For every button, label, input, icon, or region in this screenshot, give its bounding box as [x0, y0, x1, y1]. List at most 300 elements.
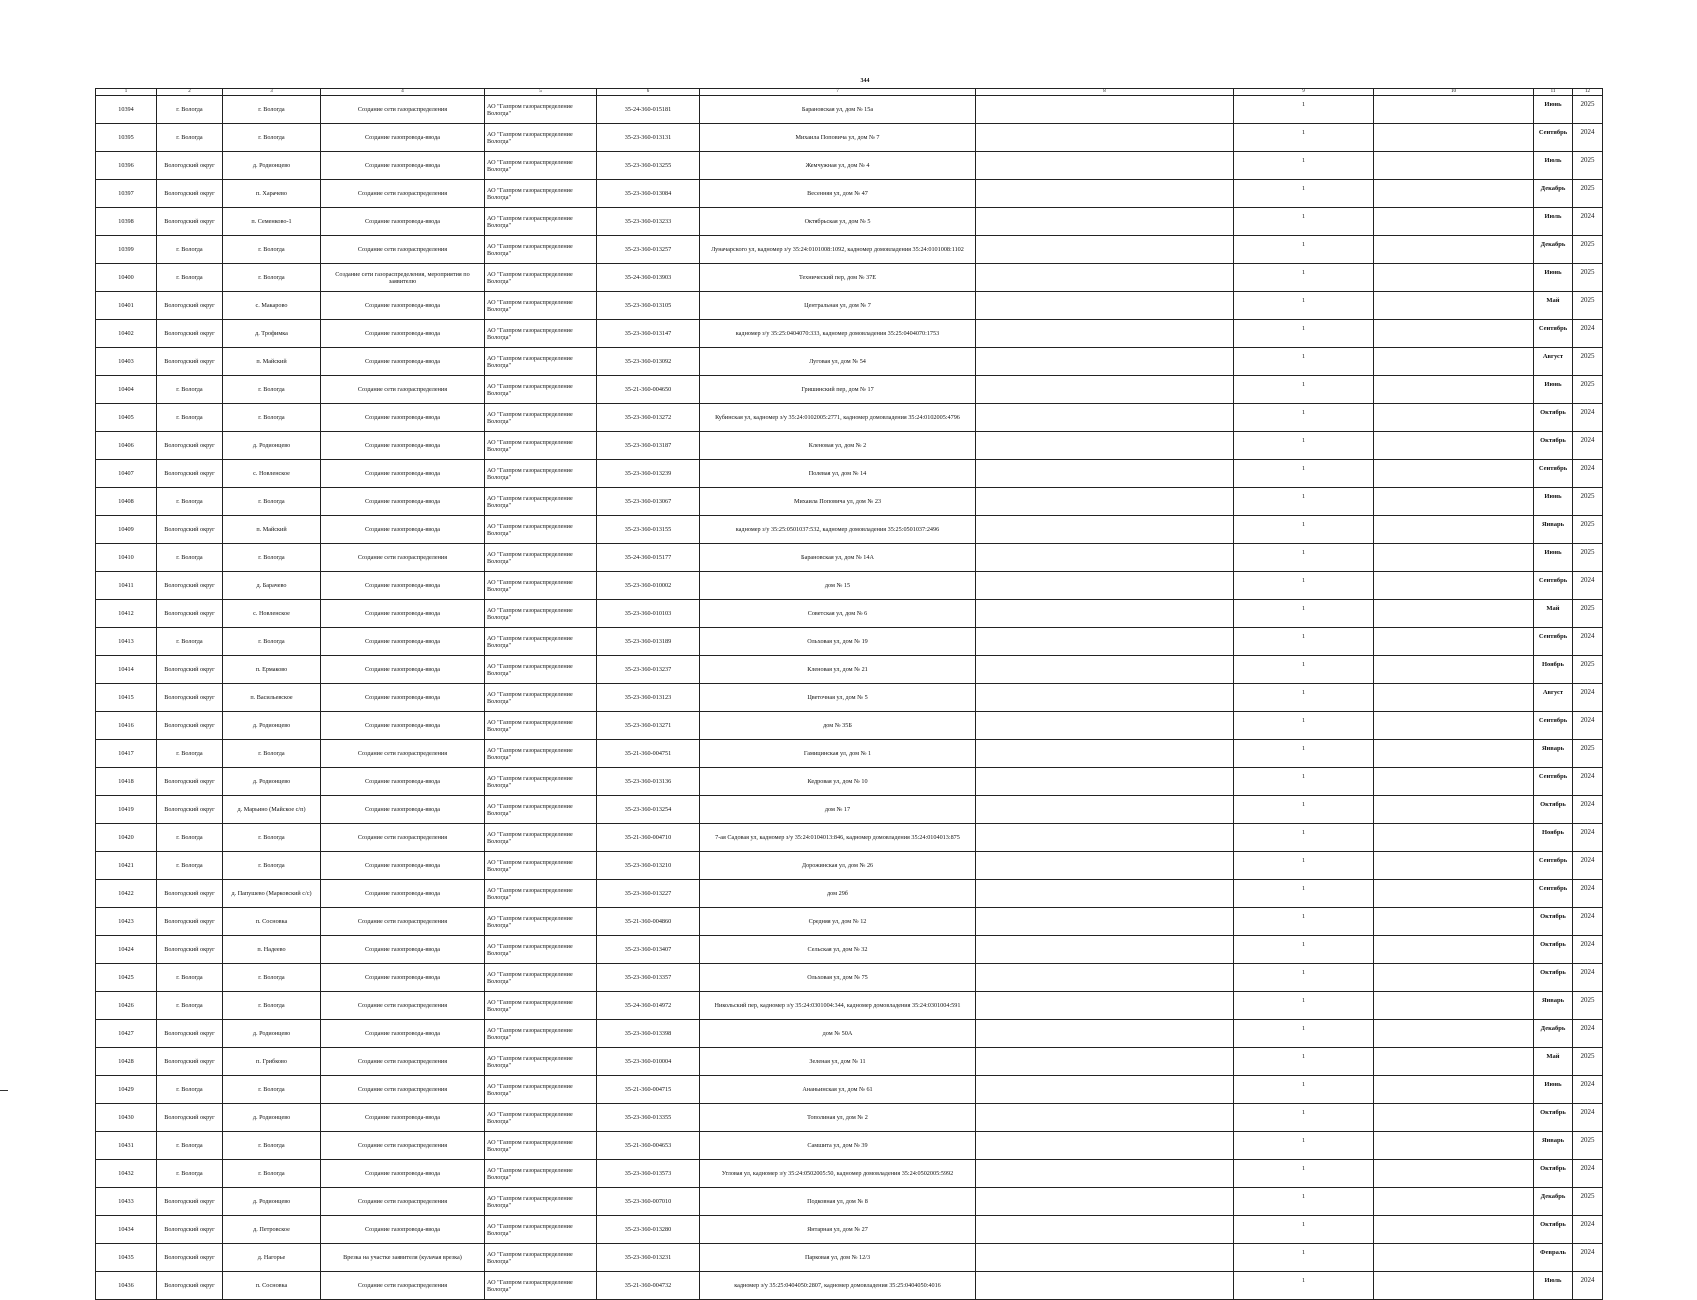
organization-cell: АО "Газпром газораспределение Вологда" [485, 1160, 597, 1188]
work-type-cell: Создание сети газораспределения [321, 1076, 485, 1104]
organization-cell: АО "Газпром газораспределение Вологда" [485, 740, 597, 768]
organization-cell: АО "Газпром газораспределение Вологда" [485, 600, 597, 628]
empty-cell [976, 1020, 1234, 1048]
year-cell: 2024 [1573, 1160, 1603, 1188]
district-cell: Вологодский округ [157, 1216, 223, 1244]
empty-cell [976, 992, 1234, 1020]
row-number-cell: 10418 [96, 768, 157, 796]
empty-cell [1374, 1132, 1534, 1160]
empty-cell [976, 964, 1234, 992]
column-number: 10 [1374, 89, 1534, 96]
empty-cell [976, 824, 1234, 852]
table-row [96, 1020, 1603, 1048]
empty-cell [1374, 712, 1534, 740]
table-row [96, 544, 1603, 572]
object-code-cell: 35-23-360-013131 [597, 124, 700, 152]
organization-cell: АО "Газпром газораспределение Вологда" [485, 964, 597, 992]
table-row [96, 1132, 1603, 1160]
organization-cell: АО "Газпром газораспределение Вологда" [485, 908, 597, 936]
month-cell: Ноябрь [1534, 824, 1573, 852]
organization-cell: АО "Газпром газораспределение Вологда" [485, 236, 597, 264]
month-cell: Июнь [1534, 544, 1573, 572]
month-cell: Декабрь [1534, 1188, 1573, 1216]
organization-cell: АО "Газпром газораспределение Вологда" [485, 992, 597, 1020]
row-number-cell: 10399 [96, 236, 157, 264]
year-cell: 2024 [1573, 404, 1603, 432]
month-cell: Октябрь [1534, 432, 1573, 460]
district-cell: Вологодский округ [157, 180, 223, 208]
table-row [96, 992, 1603, 1020]
work-type-cell: Создание газопровода-ввода [321, 152, 485, 180]
address-cell: Зеленая ул, дом № 11 [700, 1048, 976, 1076]
locality-cell: д. Родионцево [223, 152, 321, 180]
row-number-cell: 10401 [96, 292, 157, 320]
district-cell: Вологодский округ [157, 656, 223, 684]
month-cell: Октябрь [1534, 796, 1573, 824]
organization-cell: АО "Газпром газораспределение Вологда" [485, 264, 597, 292]
count-cell: 1 [1234, 1160, 1374, 1188]
district-cell: Вологодский округ [157, 1020, 223, 1048]
organization-cell: АО "Газпром газораспределение Вологда" [485, 628, 597, 656]
address-cell: Самшита ул, дом № 39 [700, 1132, 976, 1160]
district-cell: Вологодский округ [157, 348, 223, 376]
organization-cell: АО "Газпром газораспределение Вологда" [485, 572, 597, 600]
district-cell: г. Вологда [157, 544, 223, 572]
empty-cell [1374, 124, 1534, 152]
column-number: 11 [1534, 89, 1573, 96]
address-cell: Кленовая ул, дом № 2 [700, 432, 976, 460]
address-cell: дом № 35Б [700, 712, 976, 740]
address-cell: Октябрьская ул, дом № 5 [700, 208, 976, 236]
address-cell: Жемчужная ул, дом № 4 [700, 152, 976, 180]
row-number-cell: 10431 [96, 1132, 157, 1160]
year-cell: 2025 [1573, 1048, 1603, 1076]
count-cell: 1 [1234, 404, 1374, 432]
column-number: 4 [321, 89, 485, 96]
row-number-cell: 10404 [96, 376, 157, 404]
locality-cell: д. Марьино (Майское с/п) [223, 796, 321, 824]
table-row [96, 348, 1603, 376]
count-cell: 1 [1234, 712, 1374, 740]
object-code-cell: 35-23-360-013136 [597, 768, 700, 796]
empty-cell [976, 908, 1234, 936]
table-row [96, 712, 1603, 740]
table-row [96, 1048, 1603, 1076]
work-type-cell: Создание газопровода-ввода [321, 1160, 485, 1188]
year-cell: 2024 [1573, 460, 1603, 488]
row-number-cell: 10420 [96, 824, 157, 852]
count-cell: 1 [1234, 1020, 1374, 1048]
empty-cell [1374, 992, 1534, 1020]
empty-cell [1374, 880, 1534, 908]
address-cell: Угловая ул, кадномер з/у 35:24:0502005:50, кадномер домовладения 35:24:0502005:5992 [700, 1160, 976, 1188]
year-cell: 2025 [1573, 488, 1603, 516]
object-code-cell: 35-23-360-013187 [597, 432, 700, 460]
table-row [96, 208, 1603, 236]
month-cell: Июнь [1534, 96, 1573, 124]
table-row [96, 124, 1603, 152]
organization-cell: АО "Газпром газораспределение Вологда" [485, 880, 597, 908]
district-cell: г. Вологда [157, 488, 223, 516]
locality-cell: д. Нагорье [223, 1244, 321, 1272]
table-row [96, 1104, 1603, 1132]
district-cell: г. Вологда [157, 96, 223, 124]
year-cell: 2024 [1573, 1020, 1603, 1048]
year-cell: 2024 [1573, 1076, 1603, 1104]
locality-cell: г. Вологда [223, 992, 321, 1020]
empty-cell [976, 572, 1234, 600]
district-cell: Вологодский округ [157, 1048, 223, 1076]
table-row [96, 320, 1603, 348]
month-cell: Июль [1534, 152, 1573, 180]
count-cell: 1 [1234, 796, 1374, 824]
empty-cell [976, 656, 1234, 684]
month-cell: Август [1534, 684, 1573, 712]
column-number: 5 [485, 89, 597, 96]
locality-cell: г. Вологда [223, 740, 321, 768]
empty-cell [1374, 516, 1534, 544]
work-type-cell: Создание газопровода-ввода [321, 656, 485, 684]
object-code-cell: 35-21-360-004710 [597, 824, 700, 852]
work-type-cell: Создание сети газораспределения [321, 740, 485, 768]
count-cell: 1 [1234, 740, 1374, 768]
organization-cell: АО "Газпром газораспределение Вологда" [485, 1104, 597, 1132]
row-number-cell: 10405 [96, 404, 157, 432]
object-code-cell: 35-21-360-004751 [597, 740, 700, 768]
row-number-cell: 10421 [96, 852, 157, 880]
month-cell: Май [1534, 600, 1573, 628]
year-cell: 2024 [1573, 824, 1603, 852]
row-number-cell: 10406 [96, 432, 157, 460]
address-cell: Барановская ул, дом № 14А [700, 544, 976, 572]
locality-cell: д. Родионцево [223, 1104, 321, 1132]
empty-cell [1374, 1076, 1534, 1104]
year-cell: 2025 [1573, 1188, 1603, 1216]
district-cell: Вологодский округ [157, 600, 223, 628]
column-number-row [96, 89, 1603, 96]
organization-cell: АО "Газпром газораспределение Вологда" [485, 432, 597, 460]
row-number-cell: 10408 [96, 488, 157, 516]
year-cell: 2025 [1573, 516, 1603, 544]
work-type-cell: Создание газопровода-ввода [321, 796, 485, 824]
empty-cell [976, 880, 1234, 908]
empty-cell [1374, 320, 1534, 348]
work-type-cell: Создание газопровода-ввода [321, 600, 485, 628]
table-row [96, 264, 1603, 292]
count-cell: 1 [1234, 1188, 1374, 1216]
locality-cell: г. Вологда [223, 544, 321, 572]
address-cell: Парковая ул, дом № 12/3 [700, 1244, 976, 1272]
empty-cell [976, 1216, 1234, 1244]
row-number-cell: 10429 [96, 1076, 157, 1104]
empty-cell [976, 1132, 1234, 1160]
year-cell: 2024 [1573, 964, 1603, 992]
year-cell: 2025 [1573, 600, 1603, 628]
work-type-cell: Создание газопровода-ввода [321, 348, 485, 376]
locality-cell: г. Вологда [223, 1160, 321, 1188]
empty-cell [1374, 1216, 1534, 1244]
year-cell: 2025 [1573, 1132, 1603, 1160]
count-cell: 1 [1234, 908, 1374, 936]
row-number-cell: 10427 [96, 1020, 157, 1048]
count-cell: 1 [1234, 208, 1374, 236]
work-type-cell: Создание газопровода-ввода [321, 1216, 485, 1244]
organization-cell: АО "Газпром газораспределение Вологда" [485, 1048, 597, 1076]
district-cell: Вологодский округ [157, 292, 223, 320]
empty-cell [976, 936, 1234, 964]
organization-cell: АО "Газпром газораспределение Вологда" [485, 656, 597, 684]
empty-cell [1374, 208, 1534, 236]
column-number: 9 [1234, 89, 1374, 96]
table-row [96, 292, 1603, 320]
address-cell: Янтарная ул, дом № 27 [700, 1216, 976, 1244]
count-cell: 1 [1234, 320, 1374, 348]
row-number-cell: 10409 [96, 516, 157, 544]
organization-cell: АО "Газпром газораспределение Вологда" [485, 712, 597, 740]
count-cell: 1 [1234, 600, 1374, 628]
count-cell: 1 [1234, 544, 1374, 572]
work-type-cell: Создание газопровода-ввода [321, 964, 485, 992]
row-number-cell: 10407 [96, 460, 157, 488]
year-cell: 2024 [1573, 208, 1603, 236]
table-row [96, 1272, 1603, 1300]
district-cell: г. Вологда [157, 964, 223, 992]
object-code-cell: 35-23-360-013255 [597, 152, 700, 180]
address-cell: Луначарского ул, кадномер з/у 35:24:0101008:1092, кадномер домовладения 35:24:0101008:1102 [700, 236, 976, 264]
locality-cell: г. Вологда [223, 488, 321, 516]
empty-cell [976, 516, 1234, 544]
locality-cell: г. Вологда [223, 376, 321, 404]
district-cell: г. Вологда [157, 1076, 223, 1104]
year-cell: 2025 [1573, 740, 1603, 768]
work-type-cell: Создание газопровода-ввода [321, 208, 485, 236]
table-row [96, 880, 1603, 908]
empty-cell [976, 1048, 1234, 1076]
empty-cell [976, 376, 1234, 404]
month-cell: Май [1534, 292, 1573, 320]
work-type-cell: Создание сети газораспределения [321, 1188, 485, 1216]
work-type-cell: Создание газопровода-ввода [321, 1020, 485, 1048]
address-cell: Гришинский пер, дом № 17 [700, 376, 976, 404]
work-type-cell: Создание газопровода-ввода [321, 516, 485, 544]
empty-cell [976, 264, 1234, 292]
empty-cell [976, 320, 1234, 348]
empty-cell [1374, 1104, 1534, 1132]
object-code-cell: 35-23-360-013357 [597, 964, 700, 992]
count-cell: 1 [1234, 1272, 1374, 1300]
table-row [96, 1244, 1603, 1272]
empty-cell [976, 404, 1234, 432]
work-type-cell: Создание газопровода-ввода [321, 852, 485, 880]
district-cell: Вологодский округ [157, 684, 223, 712]
empty-cell [1374, 600, 1534, 628]
address-cell: Средняя ул, дом № 12 [700, 908, 976, 936]
empty-cell [1374, 1020, 1534, 1048]
empty-cell [1374, 376, 1534, 404]
empty-cell [1374, 1048, 1534, 1076]
object-code-cell: 35-23-360-013155 [597, 516, 700, 544]
organization-cell: АО "Газпром газораспределение Вологда" [485, 152, 597, 180]
year-cell: 2024 [1573, 1104, 1603, 1132]
object-code-cell: 35-23-360-013398 [597, 1020, 700, 1048]
year-cell: 2025 [1573, 264, 1603, 292]
empty-cell [976, 236, 1234, 264]
month-cell: Декабрь [1534, 180, 1573, 208]
table-row [96, 796, 1603, 824]
locality-cell: п. Ермаково [223, 656, 321, 684]
locality-cell: д. Родионцево [223, 1188, 321, 1216]
object-code-cell: 35-23-360-013227 [597, 880, 700, 908]
address-cell: 7-ая Садовая ул, кадномер з/у 35:24:0104013:846, кадномер домовладения 35:24:0104013:875 [700, 824, 976, 852]
row-number-cell: 10422 [96, 880, 157, 908]
table-row [96, 376, 1603, 404]
row-number-cell: 10403 [96, 348, 157, 376]
district-cell: Вологодский округ [157, 572, 223, 600]
object-code-cell: 35-23-360-013210 [597, 852, 700, 880]
column-number: 2 [157, 89, 223, 96]
month-cell: Октябрь [1534, 1216, 1573, 1244]
district-cell: Вологодский округ [157, 516, 223, 544]
object-code-cell: 35-23-360-013254 [597, 796, 700, 824]
object-code-cell: 35-23-360-013105 [597, 292, 700, 320]
empty-cell [976, 432, 1234, 460]
table-body [96, 89, 1603, 1300]
locality-cell: д. Трофимка [223, 320, 321, 348]
year-cell: 2025 [1573, 348, 1603, 376]
table-row [96, 768, 1603, 796]
row-number-cell: 10400 [96, 264, 157, 292]
district-cell: Вологодский округ [157, 1272, 223, 1300]
empty-cell [1374, 264, 1534, 292]
empty-cell [976, 1188, 1234, 1216]
empty-cell [1374, 964, 1534, 992]
table-row [96, 1188, 1603, 1216]
column-number: 7 [700, 89, 976, 96]
object-code-cell: 35-21-360-004715 [597, 1076, 700, 1104]
empty-cell [976, 1272, 1234, 1300]
month-cell: Январь [1534, 516, 1573, 544]
locality-cell: с. Новленское [223, 600, 321, 628]
organization-cell: АО "Газпром газораспределение Вологда" [485, 544, 597, 572]
address-cell: кадномер з/у 35:25:0404070:333, кадномер домовладения 35:25:0404070:1753 [700, 320, 976, 348]
address-cell: Центральная ул, дом № 7 [700, 292, 976, 320]
object-code-cell: 35-24-360-014972 [597, 992, 700, 1020]
district-cell: г. Вологда [157, 1160, 223, 1188]
district-cell: г. Вологда [157, 376, 223, 404]
empty-cell [976, 96, 1234, 124]
address-cell: Кубинская ул, кадномер з/у 35:24:0102005:2771, кадномер домовладения 35:24:0102005:4796 [700, 404, 976, 432]
object-code-cell: 35-21-360-004650 [597, 376, 700, 404]
work-type-cell: Создание сети газораспределения [321, 96, 485, 124]
empty-cell [1374, 180, 1534, 208]
table-row [96, 572, 1603, 600]
locality-cell: г. Вологда [223, 964, 321, 992]
organization-cell: АО "Газпром газораспределение Вологда" [485, 348, 597, 376]
locality-cell: г. Вологда [223, 96, 321, 124]
address-cell: Михаила Поповича ул, дом № 23 [700, 488, 976, 516]
count-cell: 1 [1234, 264, 1374, 292]
empty-cell [976, 1076, 1234, 1104]
organization-cell: АО "Газпром газораспределение Вологда" [485, 1216, 597, 1244]
count-cell: 1 [1234, 516, 1374, 544]
month-cell: Январь [1534, 1132, 1573, 1160]
month-cell: Октябрь [1534, 404, 1573, 432]
organization-cell: АО "Газпром газораспределение Вологда" [485, 768, 597, 796]
organization-cell: АО "Газпром газораспределение Вологда" [485, 320, 597, 348]
month-cell: Июнь [1534, 376, 1573, 404]
count-cell: 1 [1234, 964, 1374, 992]
count-cell: 1 [1234, 992, 1374, 1020]
locality-cell: д. Родионцево [223, 1020, 321, 1048]
column-number: 6 [597, 89, 700, 96]
count-cell: 1 [1234, 768, 1374, 796]
table-row [96, 964, 1603, 992]
table-row [96, 740, 1603, 768]
work-type-cell: Создание газопровода-ввода [321, 320, 485, 348]
empty-cell [1374, 908, 1534, 936]
district-cell: Вологодский округ [157, 208, 223, 236]
organization-cell: АО "Газпром газораспределение Вологда" [485, 124, 597, 152]
object-code-cell: 35-23-360-010002 [597, 572, 700, 600]
object-code-cell: 35-21-360-004653 [597, 1132, 700, 1160]
year-cell: 2025 [1573, 152, 1603, 180]
locality-cell: д. Барачево [223, 572, 321, 600]
year-cell: 2024 [1573, 432, 1603, 460]
empty-cell [1374, 1188, 1534, 1216]
locality-cell: г. Вологда [223, 404, 321, 432]
object-code-cell: 35-23-360-007010 [597, 1188, 700, 1216]
empty-cell [1374, 824, 1534, 852]
object-code-cell: 35-23-360-013239 [597, 460, 700, 488]
row-number-cell: 10397 [96, 180, 157, 208]
work-type-cell: Создание газопровода-ввода [321, 124, 485, 152]
table-row [96, 236, 1603, 264]
year-cell: 2024 [1573, 1244, 1603, 1272]
empty-cell [1374, 460, 1534, 488]
organization-cell: АО "Газпром газораспределение Вологда" [485, 684, 597, 712]
work-type-cell: Создание газопровода-ввода [321, 488, 485, 516]
empty-cell [1374, 684, 1534, 712]
row-number-cell: 10433 [96, 1188, 157, 1216]
address-cell: Весенняя ул, дом № 47 [700, 180, 976, 208]
address-cell: дом № 50А [700, 1020, 976, 1048]
empty-cell [1374, 236, 1534, 264]
row-number-cell: 10423 [96, 908, 157, 936]
column-number: 3 [223, 89, 321, 96]
count-cell: 1 [1234, 852, 1374, 880]
empty-cell [1374, 404, 1534, 432]
count-cell: 1 [1234, 180, 1374, 208]
row-number-cell: 10430 [96, 1104, 157, 1132]
row-number-cell: 10419 [96, 796, 157, 824]
district-cell: г. Вологда [157, 236, 223, 264]
object-code-cell: 35-23-360-013280 [597, 1216, 700, 1244]
district-cell: Вологодский округ [157, 768, 223, 796]
object-code-cell: 35-24-360-015177 [597, 544, 700, 572]
district-cell: г. Вологда [157, 1132, 223, 1160]
count-cell: 1 [1234, 1076, 1374, 1104]
column-number: 1 [96, 89, 157, 96]
empty-cell [1374, 152, 1534, 180]
empty-cell [1374, 852, 1534, 880]
locality-cell: п. Сосновка [223, 908, 321, 936]
organization-cell: АО "Газпром газораспределение Вологда" [485, 488, 597, 516]
year-cell: 2024 [1573, 320, 1603, 348]
year-cell: 2024 [1573, 796, 1603, 824]
address-cell: Дорожинская ул, дом № 26 [700, 852, 976, 880]
work-type-cell: Создание сети газораспределения [321, 544, 485, 572]
organization-cell: АО "Газпром газораспределение Вологда" [485, 292, 597, 320]
